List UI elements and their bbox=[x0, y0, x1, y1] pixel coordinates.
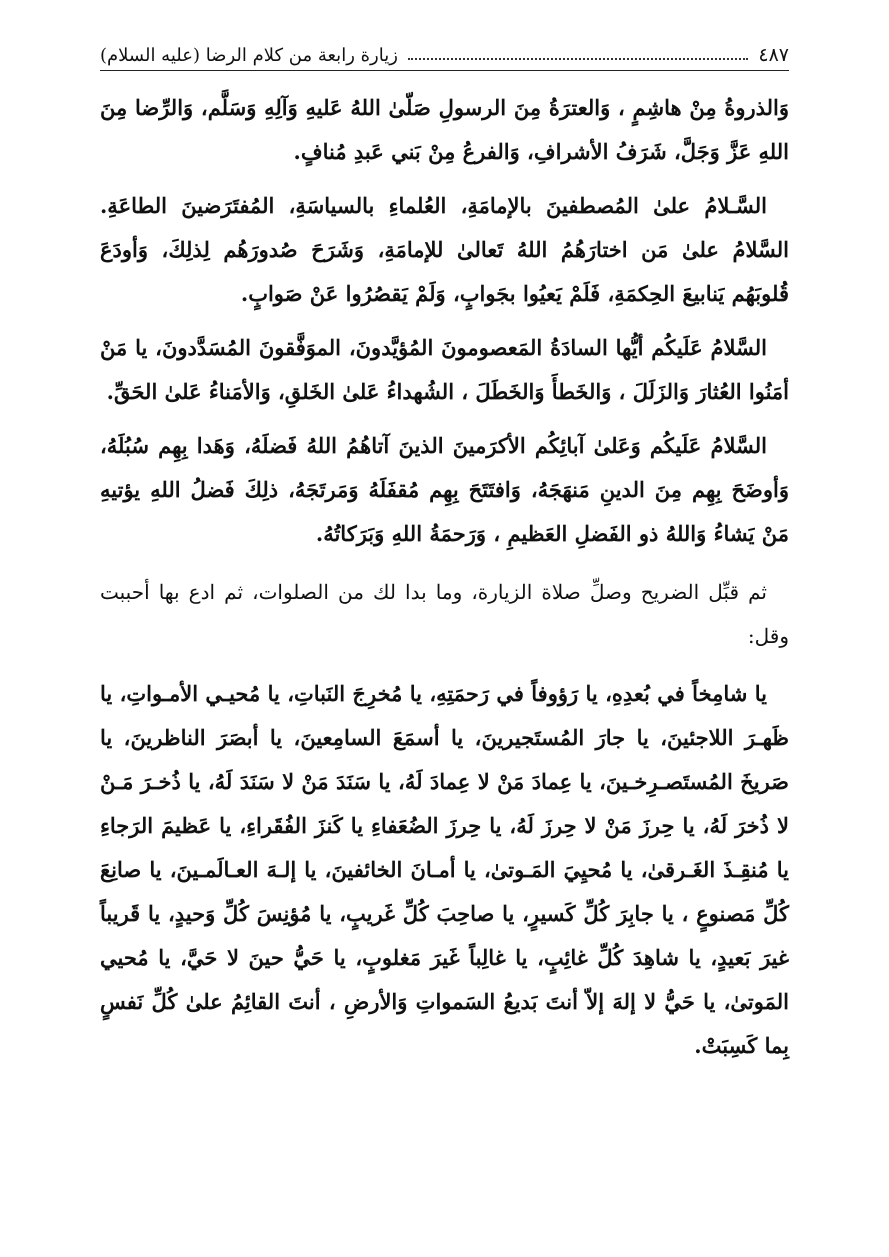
paragraph-salutation-4: السَّلامُ عَلَيكُم وَعَلىٰ آبائِكُم الأكرَمينَ الذينَ آتاهُمُ اللهُ فَضلَهُ، وَهَدا بِهِم سُبُلَهُ، وَأوضَحَ بِهِم مِنَ الدينِ مَنهَجَهُ، وَافتَتَحَ بِهِم مُقفَلَهُ وَمَرتَجَهُ، ذلِكَ فَضلُ اللهِ يؤتيهِ مَنْ يَشاءُ وَاللهُ ذو الفَضلِ العَظيمِ ، وَرَحمَةُ اللهِ وَبَرَكاتُهُ. bbox=[100, 433, 789, 546]
paragraph-salutation-3: السَّلامُ عَلَيكُم أيُّها السادَةُ المَعصومونَ المُؤيَّدونَ، الموَفَّقونَ المُسَدَّدونَ، يا مَنْ أمَنُوا العُثارَ وَالزَلَلَ ، وَالخَطأَ وَالخَطَلَ ، الشُهداءُ عَلىٰ الخَلقِ، وَالأمَناءُ عَلىٰ الحَقِّ. bbox=[100, 335, 789, 404]
paragraph-salutation-2: السَّـلامُ علىٰ المُصطفينَ بالإمامَةِ، العُلماءِ بالسياسَةِ، المُفتَرَضينَ الطاعَةِ. السَّلامُ علىٰ مَن اختارَهُمُ اللهُ تَعالىٰ للإمامَةِ، وَشَرَحَ صُدورَهُم لِذلِكَ، وَأودَعَ قُلوبَهُم يَنابيعَ الحِكمَةِ، فَلَمْ يَعيُوا بجَوابٍ، وَلَمْ يَقصُرُوا عَنْ صَوابٍ. bbox=[100, 193, 789, 306]
dot-leader bbox=[408, 58, 748, 60]
page-body bbox=[100, 86, 789, 1078]
header-rule bbox=[100, 70, 789, 71]
supplication-paragraph: يا شامِخاً في بُعدِهِ، يا رَؤوفاً في رَحمَتِهِ، يا مُخرِجَ النَباتِ، يا مُحيـي الأمـواتِ، يا ظَهـرَ اللاجئينَ، يا جارَ المُستَجيرينَ، يا أسمَعَ السامِعينَ، يا أبصَرَ الناظرينَ، يا صَريخَ المُستَصـرِخـينَ، يا عِمادَ مَنْ لا عِمادَ لَهُ، يا سَنَدَ مَنْ لا سَنَدَ لَهُ، يا ذُخـرَ مَـنْ لا ذُخرَ لَهُ، يا حِرزَ مَنْ لا حِرزَ لَهُ، يا حِرزَ الضُعَفاءِ يا كَنزَ الفُقَراءِ، يا عَظيمَ الرَجاءِ يا مُنقِـذَ الغَـرقىٰ، يا مُحيِيَ المَـوتىٰ، يا أمـانَ الخائفينَ، يا إلـهَ العـالَمـينَ، يا صانِعَ كُلِّ مَصنوعٍ ، يا جابِرَ كُلِّ كَسيرٍ، يا صاحِبَ كُلِّ غَريبٍ، يا مُؤنِسَ كُلِّ وَحيدٍ، يا قَريباً غيرَ بَعيدٍ، يا شاهِدَ كُلِّ غائِبٍ، يا غالِباً غَيرَ مَغلوبٍ، يا حَيُّ حينَ لا حَيَّ، يا مُحيي المَوتىٰ، يا حَيُّ لا إلهَ إلاّ أنتَ بَديعُ السَمواتِ وَالأرضِ ، أنتَ القائِمُ علىٰ كُلِّ نَفسٍ بِما كَسِبَتْ. bbox=[100, 681, 789, 1058]
instruction-paragraph: ثم قبِّل الضريح وصلِّ صلاة الزيارة، وما بدا لك من الصلوات، ثم ادع بها أحببت وقل: bbox=[100, 580, 789, 648]
page-number: ٤٨٧ bbox=[758, 44, 789, 66]
chapter-title: زيارة رابعة من كلام الرضا (عليه السلام) bbox=[100, 45, 398, 66]
running-header bbox=[100, 34, 789, 66]
paragraph-salutation-1: وَالذروةُ مِنْ هاشِمٍ ، وَالعترَةُ مِنَ الرسولِ صَلّىٰ اللهُ عَليهِ وَآلِهِ وَسَلَّم، وَالرِّضا مِنَ اللهِ عَزَّ وَجَلَّ، شَرَفُ الأشرافِ، وَالفرعُ مِنْ بَني عَبدِ مُنافٍ. bbox=[100, 95, 789, 164]
